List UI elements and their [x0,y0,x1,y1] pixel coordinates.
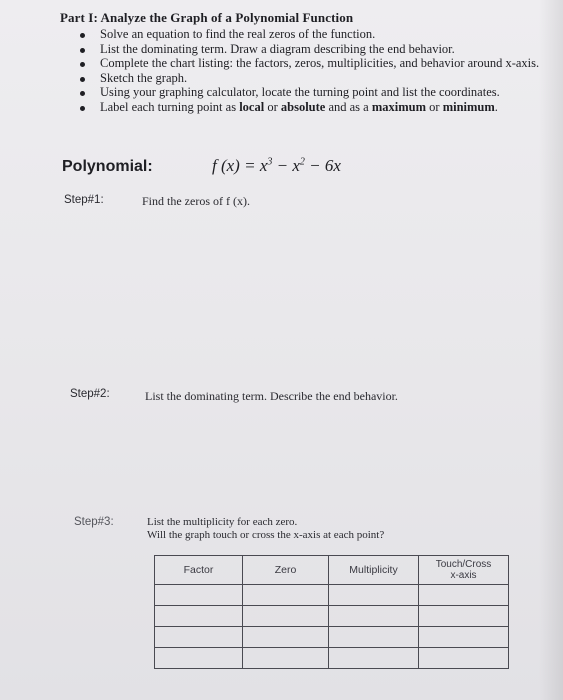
page-shadow [539,0,563,700]
table-row [155,627,509,648]
multiplicity-table [154,555,509,669]
table-cell[interactable] [155,585,243,606]
function-part: f (x) = x [212,156,268,175]
table-cell[interactable] [155,627,243,648]
keyword-maximum: maximum [371,99,427,114]
header-factor: Factor [155,556,243,585]
instruction-text: Label each turning point as [100,99,240,114]
polynomial-label: Polynomial: [62,158,153,175]
keyword-local: local [239,99,265,114]
table-cell[interactable] [243,606,329,627]
instruction-item: List the dominating term. Draw a diagram describing the end behavior. [76,42,539,57]
instruction-text: or [264,99,281,114]
table-row [155,585,509,606]
instruction-text: . [494,99,498,114]
table-cell[interactable] [243,627,329,648]
step3-label: Step#3: [74,516,114,528]
instruction-list [76,27,539,115]
step3-line: Will the graph touch or cross the x-axis at each point? [147,529,385,541]
table-cell[interactable] [419,606,509,627]
instruction-item: Complete the chart listing: the factors, zeros, multiplicities, and behavior around x-axis. [76,56,539,71]
table-cell[interactable] [155,606,243,627]
table-cell[interactable] [419,585,509,606]
step2-label: Step#2: [70,388,110,400]
step2-text: List the dominating term. Describe the end behavior. [145,389,398,403]
function-part: − 6x [304,156,341,175]
table-cell[interactable] [329,585,419,606]
table-row [155,648,509,669]
part-title: Part I: Analyze the Graph of a Polynomial Function [60,10,354,25]
instruction-item: Solve an equation to find the real zeros of the function. [76,27,539,42]
instruction-item: Sketch the graph. [76,71,539,86]
step1-text: Find the zeros of f (x). [142,194,250,208]
instruction-text: or [426,99,443,114]
table-cell[interactable] [155,648,243,669]
step3-line: List the multiplicity for each zero. [147,516,298,528]
header-touch-cross [419,556,509,585]
table-cell[interactable] [419,648,509,669]
table-cell[interactable] [243,585,329,606]
exponent: 2 [299,156,305,168]
step1-label: Step#1: [64,194,104,206]
instruction-text: and as a [325,99,372,114]
table-cell[interactable] [329,648,419,669]
polynomial-function [212,156,341,176]
keyword-absolute: absolute [280,99,326,114]
table-row [155,606,509,627]
exponent: 3 [267,156,273,168]
header-line: x-axis [450,570,477,581]
instruction-item [76,100,539,115]
step3-text [147,516,384,542]
header-zero: Zero [243,556,329,585]
table-cell[interactable] [329,606,419,627]
table-header-row [155,556,509,585]
function-part: − x [272,156,300,175]
instruction-item: Using your graphing calculator, locate the turning point and list the coordinates. [76,85,539,100]
table-cell[interactable] [243,648,329,669]
table-cell[interactable] [329,627,419,648]
header-line: Touch/Cross [435,559,492,570]
table-cell[interactable] [419,627,509,648]
keyword-minimum: minimum [442,99,495,114]
header-multiplicity: Multiplicity [329,556,419,585]
